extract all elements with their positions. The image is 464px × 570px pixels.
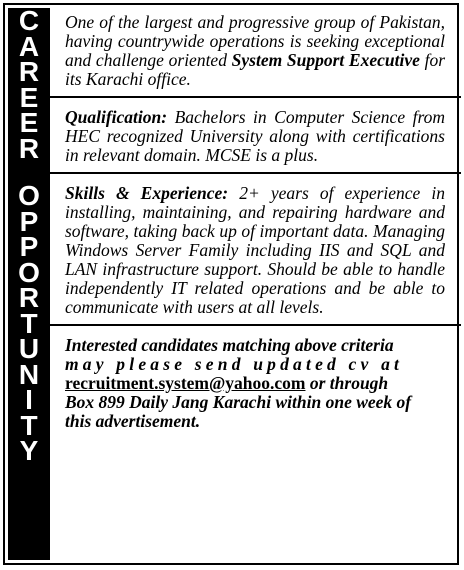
banner-letter: N [18, 358, 40, 390]
intro-section [65, 13, 445, 89]
banner-letter: R [18, 56, 40, 87]
skills-label: Skills & Experience: [65, 183, 229, 203]
career-opportunity-banner [8, 5, 50, 560]
banner-letter: P [19, 231, 39, 262]
email-link[interactable]: recruitment.system@yahoo.com [65, 373, 306, 393]
contact-line-4: Box 899 Daily Jang Karachi within one week of [65, 392, 412, 412]
skills-text: 2+ years of experience in installing, maintaining, and repairing hardware and software, taking back up of important data. Managing Windows Server Family including IIS and SQL and LAN infrastructure support. Should be able to handle independently IT related operations and be able to communicate with users at all levels. [65, 183, 446, 317]
banner-letter: Y [19, 435, 39, 466]
banner-letter: P [19, 205, 39, 237]
banner-letter: R [18, 132, 40, 164]
banner-letter: C [18, 5, 40, 36]
banner-letter: O [18, 180, 40, 211]
or-through-text: or through [309, 373, 389, 393]
ad-frame [3, 3, 459, 565]
divider [49, 96, 461, 98]
ad-content [65, 13, 445, 431]
qualification-section [65, 108, 445, 165]
banner-letter: E [19, 81, 39, 113]
banner-letter: E [19, 107, 39, 138]
banner-letter: T [20, 409, 38, 441]
banner-letter: R [18, 282, 40, 313]
banner-letter: T [20, 307, 38, 339]
banner-letter: A [18, 30, 40, 62]
banner-letter: U [18, 333, 40, 364]
contact-line-2: may please send updated cv at [65, 354, 404, 374]
divider [49, 324, 461, 326]
divider [49, 172, 461, 174]
banner-letter: I [25, 384, 33, 415]
skills-paragraph [65, 184, 445, 317]
banner-letter: O [18, 256, 40, 288]
qualification-text: Bachelors in Computer Science from HEC recognized University along with certifications in relevant domain. MCSE is a plus. [65, 107, 445, 165]
contact-section [65, 336, 445, 431]
intro-paragraph [65, 13, 445, 89]
intro-tail: for its Karachi office. [65, 50, 446, 89]
qualification-paragraph [65, 108, 445, 165]
contact-line-1: Interested candidates matching above criteria [65, 335, 394, 355]
intro-text: One of the largest and progressive group of Pakistan, having countrywide operations is seeking exceptional and challenge oriented [65, 12, 445, 70]
contact-line-5: this advertisement. [65, 411, 201, 431]
contact-line-3 [65, 374, 445, 393]
qualification-label: Qualification: [65, 107, 168, 127]
position-title: System Support Executive [231, 50, 420, 70]
skills-section [65, 184, 445, 317]
